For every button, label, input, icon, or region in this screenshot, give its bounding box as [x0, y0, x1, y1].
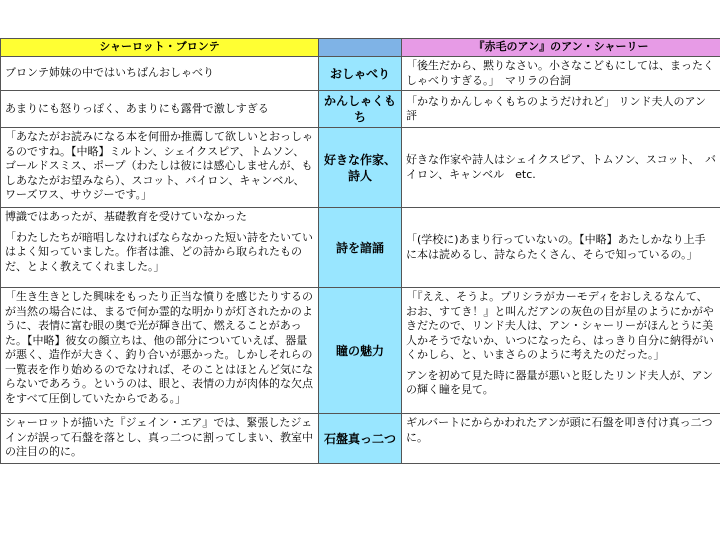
header-topic [319, 39, 402, 57]
header-row [1, 39, 720, 57]
charlotte-text: 博識ではあったが、基礎教育を受けていなかった [5, 210, 247, 223]
anne-cell [402, 208, 720, 288]
header-charlotte-bronte: シャーロット・ブロンテ [1, 39, 319, 57]
charlotte-cell [1, 128, 319, 208]
anne-text: 好きな作家や詩人はシェイクスピア、トムソン、スコット、 バイロン、キャンベル etc. [406, 153, 716, 181]
header-anne-shirley: 『赤毛のアン』のアン・シャーリー [402, 39, 720, 57]
charlotte-text: ブロンテ姉妹の中ではいちばんおしゃべり [5, 66, 214, 80]
charlotte-text: 「わたしたちが暗唱しなければならなかった短い詩をたいていはよく知っていました。作者は誰、どの詩から取られたものだ、とよく教えてくれました。」 [5, 230, 313, 273]
anne-cell [402, 288, 720, 414]
anne-cell [402, 414, 720, 464]
anne-text: アンを初めて見た時に器量が悪いと貶したリンド夫人が、アンの輝く瞳を見て。 [406, 368, 714, 396]
charlotte-cell [1, 208, 319, 288]
anne-text: 「(学校に)あまり行っていないの。【中略】あたしかなり上手に本は読めるし、詩ならたくさん、そらで知っているの。」 [406, 233, 706, 261]
table-row [1, 57, 720, 91]
topic-cell: 詩を諳誦 [319, 208, 402, 288]
charlotte-cell [1, 414, 319, 464]
table-row [1, 128, 720, 208]
anne-text: ギルバートにからかわれたアンが頭に石盤を叩き付け真っ二つに。 [406, 416, 713, 444]
topic-cell: 好きな作家、詩人 [319, 128, 402, 208]
anne-text: 「かなりかんしゃくもちのようだけれど」 リンド夫人のアン評 [406, 94, 707, 122]
charlotte-text: 「生き生きとした興味をもったり正当な憤りを感じたりするのが当然の場合には、まるで何か霊的な明かりが灯されたかのように、表情に富む眼の奥で光が輝き出て、燃えることがあった。【中略】彼女の顔立ちは、他の部分についていえば、器量が悪く、造作が大きく、釣り合いが悪かった。しかしそれらの一覧表を作り始めるのでなければ、そのことはほとんど気にならないであろう。というのは、眼と、表情の力が肉体的な欠点をすべて圧倒していたからである。」 [5, 290, 313, 405]
charlotte-cell [1, 288, 319, 414]
anne-text: 「『ええ、そうよ。プリシラがカーモディをおしえるなんて、おお、すてき！』と叫んだアンの灰色の目が星のようにかがやきだたので、リンド夫人は、アン・シャーリーがほんとうに美人かそうでないか、いつになったら、はっきり自分に納得がいくかしら、と、いまさらのように考えたのだった。」 [406, 290, 714, 361]
comparison-table [0, 38, 720, 464]
table-row [1, 288, 720, 414]
anne-text: 「後生だから、黙りなさい。小さなこどもにしては、まったくしゃべりすぎる。」 マリラの台詞 [406, 59, 714, 87]
comparison-table-container [0, 38, 720, 464]
topic-cell: かんしゃくもち [319, 91, 402, 128]
anne-cell [402, 57, 720, 91]
table-row [1, 208, 720, 288]
anne-cell [402, 128, 720, 208]
charlotte-cell [1, 91, 319, 128]
charlotte-text: シャーロットが描いた『ジェイン・エア』では、緊張したジェインが誤って石盤を落とし、真っ二つに割ってしまい、教室中の注目の的に。 [5, 416, 313, 458]
topic-cell: 瞳の魅力 [319, 288, 402, 414]
anne-cell [402, 91, 720, 128]
charlotte-text: 「あなたがお読みになる本を何冊か推薦して欲しいとおっしゃるのですね。【中略】ミルトン、シェイクスピア、トムソン、ゴールドスミス、ポープ（わたしは彼には感心しませんが、もしあなたがお望みなら）、スコット、バイロン、キャンベル、ワーズワス、サウジーです。」 [5, 130, 313, 201]
topic-cell: おしゃべり [319, 57, 402, 91]
table-row [1, 91, 720, 128]
charlotte-cell [1, 57, 319, 91]
table-row [1, 414, 720, 464]
charlotte-text: あまりにも怒りっぽく、あまりにも露骨で激しすぎる [5, 101, 269, 115]
topic-cell: 石盤真っ二つ [319, 414, 402, 464]
